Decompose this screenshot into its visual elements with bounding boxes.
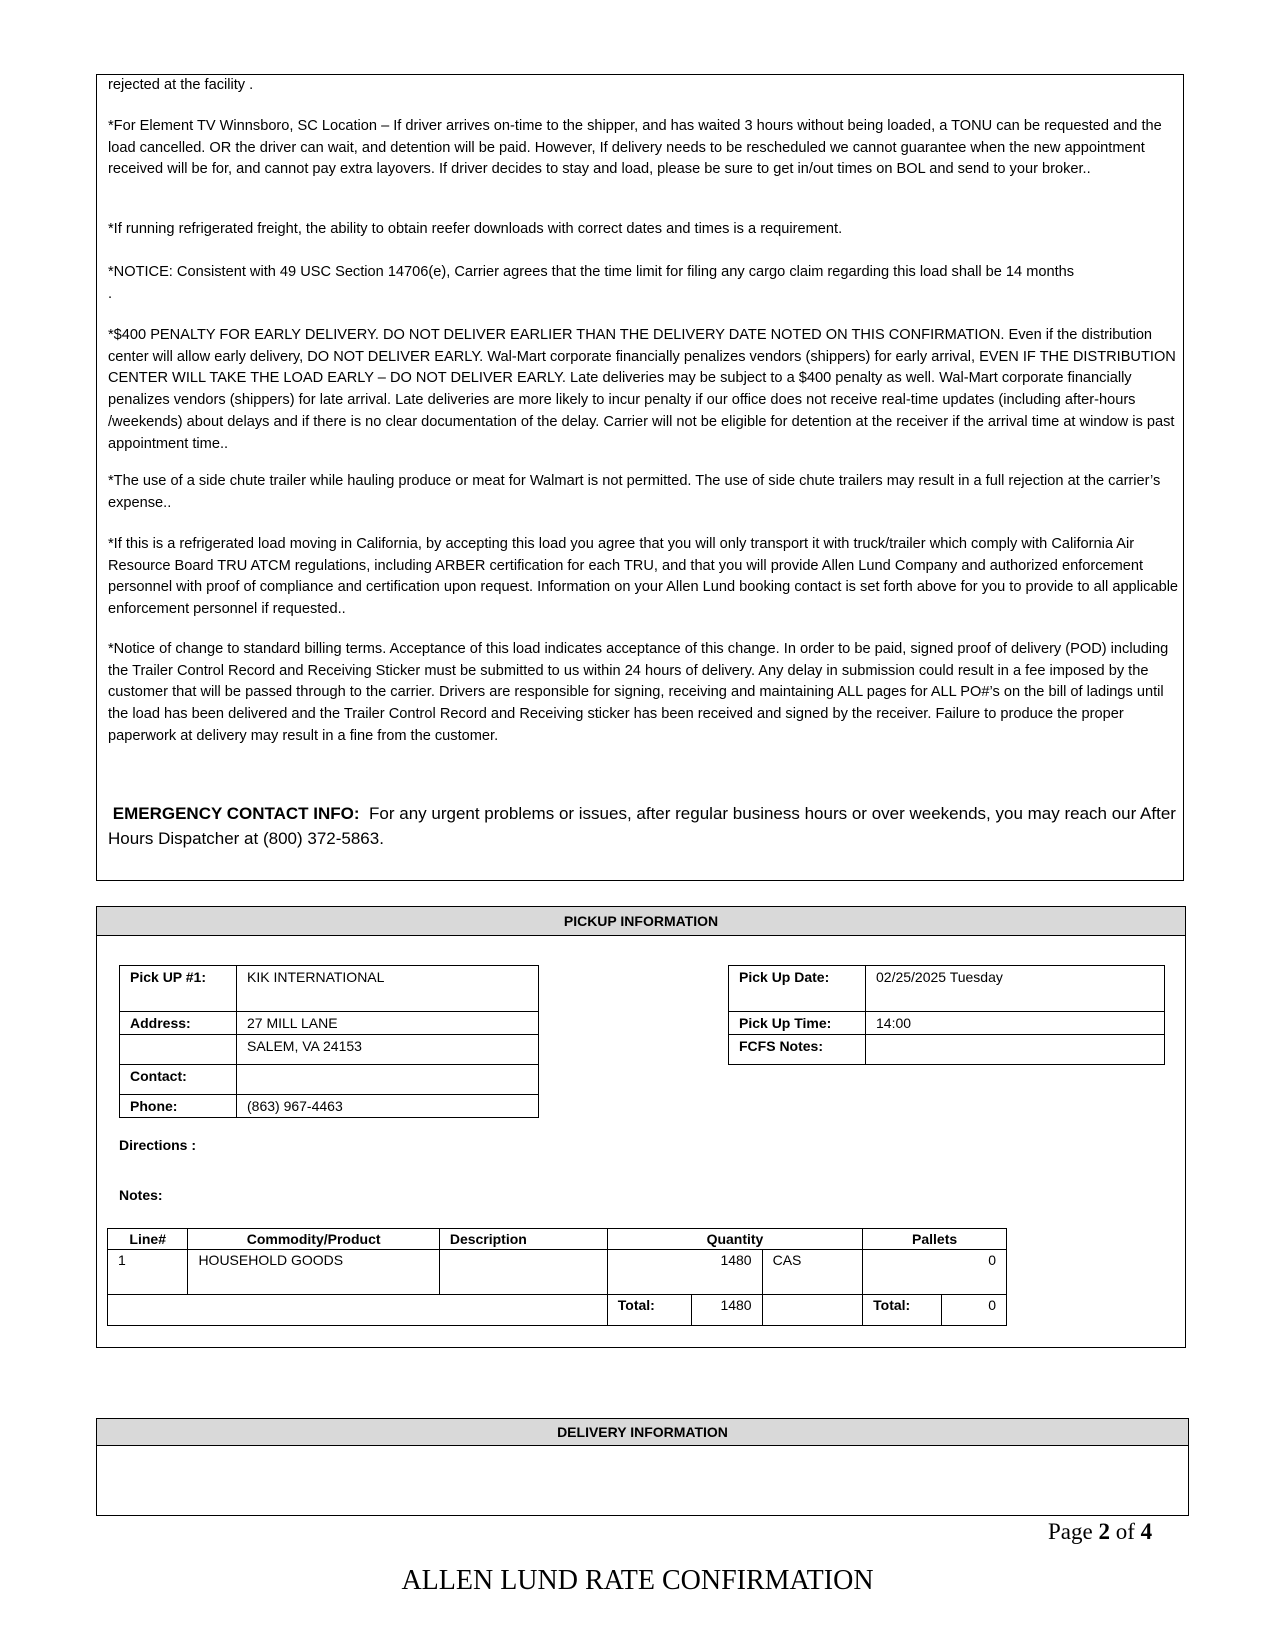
delivery-header: DELIVERY INFORMATION [97,1419,1188,1446]
row-pallets: 0 [863,1250,1007,1295]
pickup-time-label: Pick Up Time: [729,1012,866,1035]
pickup-number-label: Pick UP #1: [120,966,237,1012]
pickup-section [96,906,1186,1348]
quantity-total-value: 1480 [692,1295,762,1326]
address-label-blank [120,1035,237,1065]
page-current: 2 [1098,1519,1110,1544]
document-title: ALLEN LUND RATE CONFIRMATION [401,1565,874,1596]
page-total: 4 [1140,1519,1153,1544]
row-line: 1 [108,1250,188,1295]
terms-box [96,74,1184,881]
pickup-name: KIK INTERNATIONAL [237,966,539,1012]
pickup-date-value: 02/25/2025 Tuesday [866,966,1165,1012]
fcfs-notes-label: FCFS Notes: [729,1035,866,1065]
col-pallets-header: Pallets [863,1229,1007,1250]
totals-spacer [108,1295,608,1326]
row-unit: CAS [762,1250,863,1295]
terms-penalty: *$400 PENALTY FOR EARLY DELIVERY. DO NOT DELIVER EARLIER THAN THE DELIVERY DATE NOTED ON THIS CONFIRMATION. Even if the distribution center will allow early delivery, DO NOT DELIVER EARLY. Wal-Mart corporate financially penalizes vendors (shippers) for early arrival, EVEN IF THE DISTRIBUTION CENTER WILL TAKE THE LOAD EARLY – DO NOT DELIVER EARLY. Late deliveries may be subject to a $400 penalty as well. Wal-Mart corporate financially penalizes vendors (shippers) for late arrival. Late deliveries are more likely to incur penalty if our office does not receive real-time updates (including after-hours /weekends) about delays and if there is no clear documentation of the delay. Carrier will not be eligible for detention at the receiver if the arrival time at window is past appointment time.. [108,327,1176,452]
pickup-time-value: 14:00 [866,1012,1165,1035]
emergency-text: For any urgent problems or issues, after regular business hours or over weekends, you may reach our After Hours Dispatcher at (800) 372-5863. [108,804,1176,848]
phone-value: (863) 967-4463 [237,1095,539,1118]
notes-label: Notes: [119,1187,163,1203]
pallets-total-value: 0 [941,1295,1006,1326]
terms-element-tv: *For Element TV Winnsboro, SC Location – If driver arrives on-time to the shipper, and has waited 3 hours without being loaded, a TONU can be requested and the load cancelled. OR the driver can wait, and detention will be paid. However, If delivery needs to be rescheduled we cannot guarantee when the new appointment received will be for, and cannot pay extra layovers. If driver decides to stay and load, please be sure to get in/out times on BOL and send to your broker.. [108,118,1162,178]
col-line-header: Line# [108,1229,188,1250]
table-row [108,1250,1007,1295]
page-prefix: Page [1048,1519,1099,1544]
row-quantity: 1480 [607,1250,762,1295]
page-number [1048,1519,1152,1545]
pallets-total-label: Total: [863,1295,941,1326]
phone-label: Phone: [120,1095,237,1118]
contact-value [237,1065,539,1095]
col-quantity-header: Quantity [607,1229,862,1250]
emergency-label: EMERGENCY CONTACT INFO: [112,804,360,823]
pickup-schedule-table [728,965,1165,1065]
row-commodity: HOUSEHOLD GOODS [188,1250,439,1295]
contact-label: Contact: [120,1065,237,1095]
totals-row [108,1295,1007,1326]
pickup-date-label: Pick Up Date: [729,966,866,1012]
terms-side-chute: *The use of a side chute trailer while hauling produce or meat for Walmart is not permitted. The use of side chute trailers may result in a full rejection at the carrier’s expense.. [108,473,1161,511]
col-description-header: Description [439,1229,607,1250]
address-line1: 27 MILL LANE [237,1012,539,1035]
fcfs-notes-value [866,1035,1165,1065]
delivery-section [96,1418,1189,1516]
pickup-header: PICKUP INFORMATION [97,907,1185,936]
col-commodity-header: Commodity/Product [188,1229,439,1250]
row-description [439,1250,607,1295]
quantity-total-blank [762,1295,863,1326]
address-label: Address: [120,1012,237,1035]
directions-label: Directions : [119,1137,197,1153]
page-of: of [1109,1519,1141,1544]
terms-california: *If this is a refrigerated load moving in California, by accepting this load you agree that you will only transport it with truck/trailer which comply with California Air Resource Board TRU ATCM regulations, including ARBER certification for each TRU, and that you will provide Allen Lund Company and authorized enforcement personnel with proof of compliance and certification upon request. Information on your Allen Lund booking contact is set forth above for you to provide to all applicable enforcement personnel if requested.. [108,536,1179,618]
terms-notice: *NOTICE: Consistent with 49 USC Section 14706(e), Carrier agrees that the time limit for filing any cargo claim regarding this load shall be 14 months . [108,264,1075,302]
terms-billing: *Notice of change to standard billing terms. Acceptance of this load indicates acceptance of this change. In order to be paid, signed proof of delivery (POD) including the Trailer Control Record and Receiving Sticker must be submitted to us within 24 hours of delivery. Any delay in submission could result in a fee imposed by the customer that will be passed through to the carrier. Drivers are responsible for signing, receiving and maintaining ALL pages for ALL PO#’s on the bill of ladings until the load has been delivered and the Trailer Control Record and Receiving sticker has been received and signed by the receiver. Failure to produce the proper paperwork at delivery may result in a fine from the customer. [108,641,1169,744]
terms-rejected: rejected at the facility . [108,77,254,93]
address-line2: SALEM, VA 24153 [237,1035,539,1065]
emergency-contact [108,801,1183,851]
quantity-total-label: Total: [607,1295,691,1326]
terms-reefer: *If running refrigerated freight, the ability to obtain reefer downloads with correct dates and times is a requirement. [108,221,843,237]
commodity-table [107,1228,1007,1326]
pickup-location-table [119,965,539,1118]
